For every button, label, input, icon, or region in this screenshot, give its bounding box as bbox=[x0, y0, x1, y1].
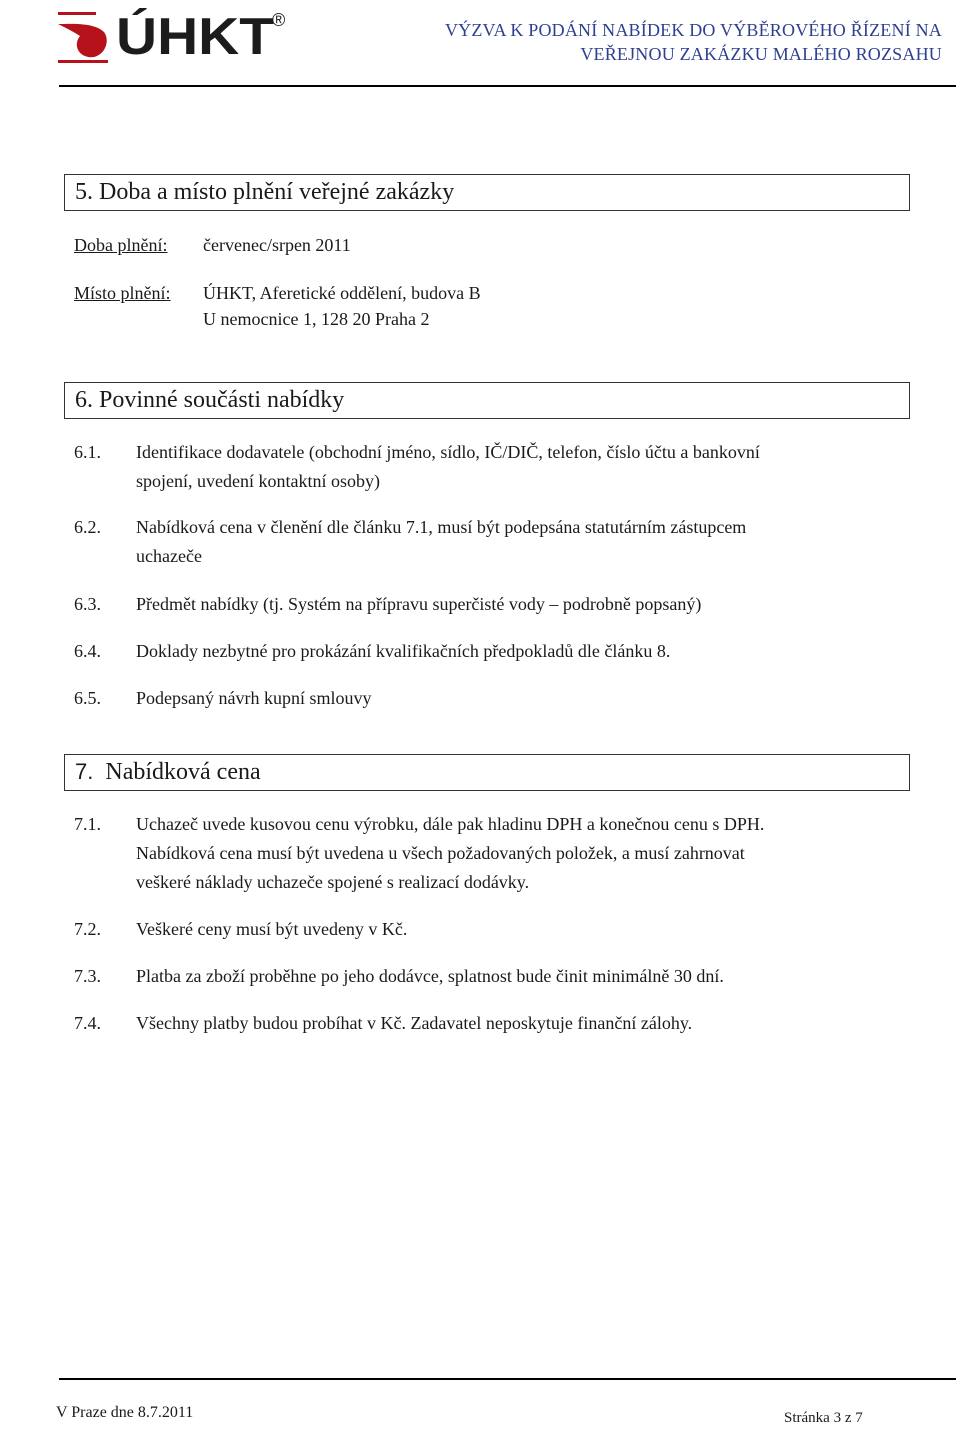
uhkt-logo bbox=[56, 2, 296, 74]
doba-plneni bbox=[74, 232, 351, 258]
logo-text: ÚHKT bbox=[116, 8, 275, 66]
section-7-heading: 7. Nabídková cena bbox=[64, 754, 910, 791]
section-5-heading: 5. Doba a místo plnění veřejné zakázky bbox=[64, 174, 910, 211]
doba-value: červenec/srpen 2011 bbox=[203, 235, 351, 255]
document-title bbox=[382, 18, 942, 66]
misto-value-line-1: ÚHKT, Aferetické oddělení, budova B bbox=[203, 283, 481, 303]
doba-label: Doba plnění: bbox=[74, 235, 168, 255]
footer-divider bbox=[59, 1378, 956, 1380]
blood-drop-icon bbox=[58, 24, 107, 57]
title-line-2: VEŘEJNOU ZAKÁZKU MALÉHO ROZSAHU bbox=[580, 44, 942, 64]
registered-mark: ® bbox=[272, 10, 286, 30]
misto-value-line-2: U nemocnice 1, 128 20 Praha 2 bbox=[203, 309, 430, 329]
misto-label: Místo plnění: bbox=[74, 283, 171, 303]
page-header bbox=[0, 0, 960, 90]
header-divider bbox=[59, 85, 956, 87]
section-6-heading: 6. Povinné součásti nabídky bbox=[64, 382, 910, 419]
title-line-1: VÝZVA K PODÁNÍ NABÍDEK DO VÝBĚROVÉHO ŘÍZENÍ NA bbox=[444, 20, 942, 40]
misto-plneni bbox=[74, 280, 481, 329]
place-date: V Praze dne 8.7.2011 bbox=[56, 1404, 194, 1421]
page-number: Stránka 3 z 7 bbox=[784, 1410, 863, 1426]
